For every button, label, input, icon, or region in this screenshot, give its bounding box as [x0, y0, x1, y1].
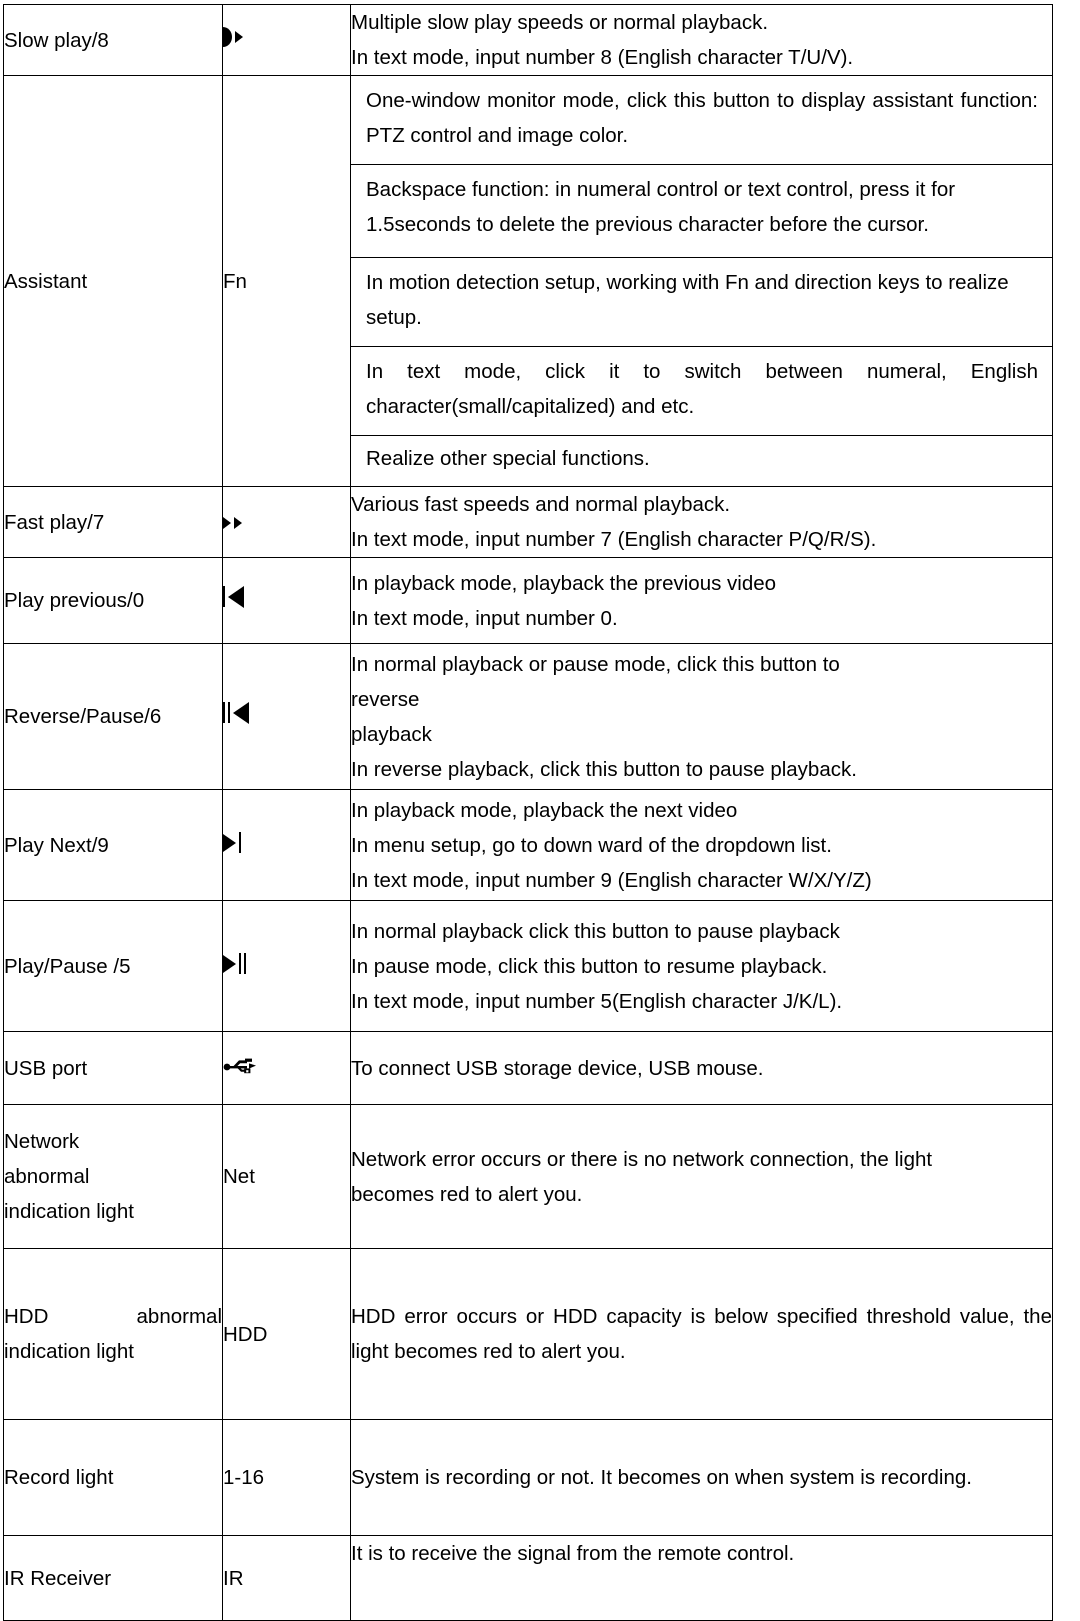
row-desc-assistant [351, 76, 1053, 487]
row-key-assistant: Fn [223, 76, 351, 487]
row-desc-fast-play [351, 487, 1053, 558]
table-row [4, 901, 1053, 1032]
row-key-ir-receiver: IR [223, 1536, 351, 1621]
desc-line: In text mode, input number 0. [351, 606, 618, 630]
front-panel-spec-table [3, 4, 1053, 1621]
desc-line: It is to receive the signal from the remote control. [351, 1542, 795, 1565]
row-key-record-light: 1-16 [223, 1420, 351, 1536]
row-desc-play-pause [351, 901, 1053, 1032]
row-desc-record-light [351, 1420, 1053, 1536]
row-name-record-light: Record light [4, 1420, 223, 1536]
desc-line: reverse [351, 687, 420, 711]
row-desc-slow-play [351, 5, 1053, 76]
row-desc-usb-port [351, 1032, 1053, 1105]
desc-line: playback [351, 722, 432, 746]
row-desc-play-next [351, 790, 1053, 901]
table-row [4, 1536, 1053, 1621]
row-key-hdd-abnormal-light: HDD [223, 1249, 351, 1420]
desc-line: To connect USB storage device, USB mouse. [351, 1056, 764, 1080]
slow-play-icon [223, 26, 243, 48]
row-key-slow-play [223, 5, 351, 76]
name-line: abnormal [4, 1165, 90, 1188]
fast-forward-icon [223, 512, 242, 534]
row-key-play-pause [223, 901, 351, 1032]
table-row [4, 1032, 1053, 1105]
assistant-text-mode-text: In text mode, click it to switch between numeral, English character(small/capitalized) and etc. [351, 347, 1052, 436]
row-desc-hdd-abnormal-light [351, 1249, 1053, 1420]
assistant-subrow-table [351, 76, 1052, 486]
list-item [351, 436, 1052, 487]
desc-line: In normal playback click this button to pause playback [351, 919, 840, 943]
name-line: Network [4, 1130, 80, 1153]
desc-line: In text mode, input number 9 (English character W/X/Y/Z) [351, 868, 872, 892]
row-key-play-previous [223, 558, 351, 644]
skip-next-icon [223, 832, 241, 854]
row-name-reverse-pause: Reverse/Pause/6 [4, 644, 223, 790]
name-line: indication light [4, 1200, 134, 1223]
table-row [4, 487, 1053, 558]
desc-line: System is recording or not. It becomes on when system is recording. [351, 1466, 972, 1489]
table-row [4, 558, 1053, 644]
table-row [4, 76, 1053, 487]
table-row [4, 5, 1053, 76]
desc-line: In text mode, input number 5(English character J/K/L). [351, 989, 843, 1013]
row-name-fast-play: Fast play/7 [4, 487, 223, 558]
table-row [4, 1105, 1053, 1249]
table-row [4, 790, 1053, 901]
row-desc-ir-receiver [351, 1536, 1053, 1621]
assistant-backspace-text: Backspace function: in numeral control or text control, press it for 1.5seconds to delete the previous character before the cursor. [366, 178, 956, 236]
list-item [351, 258, 1052, 347]
row-key-fast-play [223, 487, 351, 558]
desc-line: In menu setup, go to down ward of the dropdown list. [351, 833, 832, 857]
assistant-motion-detection-text: In motion detection setup, working with Fn and direction keys to realize setup. [351, 258, 1052, 347]
row-name-hdd-abnormal-light [4, 1249, 223, 1420]
usb-icon [223, 1054, 257, 1076]
row-desc-network-abnormal-light [351, 1105, 1053, 1249]
desc-line: In playback mode, playback the next video [351, 798, 738, 822]
desc-line: Network error occurs or there is no network connection, the light becomes red to alert you. [351, 1147, 933, 1206]
desc-line: In playback mode, playback the previous video [351, 571, 777, 595]
table-row [4, 644, 1053, 790]
table-row [4, 1249, 1053, 1420]
row-name-assistant: Assistant [4, 76, 223, 487]
assistant-other-text: Realize other special functions. [366, 447, 650, 470]
list-item [351, 76, 1052, 165]
row-name-play-pause: Play/Pause /5 [4, 901, 223, 1032]
row-name-slow-play: Slow play/8 [4, 5, 223, 76]
row-desc-play-previous [351, 558, 1053, 644]
assistant-backspace-cell [351, 165, 1052, 258]
desc-line: In normal playback or pause mode, click this button to [351, 652, 840, 676]
desc-line: In pause mode, click this button to resume playback. [351, 954, 828, 978]
desc-line: In text mode, input number 7 (English character P/Q/R/S). [351, 528, 877, 551]
skip-previous-icon [223, 586, 244, 608]
row-key-network-abnormal-light: Net [223, 1105, 351, 1249]
list-item [351, 347, 1052, 436]
row-name-play-next: Play Next/9 [4, 790, 223, 901]
row-key-reverse-pause [223, 644, 351, 790]
desc-line: In text mode, input number 8 (English character T/U/V). [351, 46, 854, 69]
row-name-play-previous: Play previous/0 [4, 558, 223, 644]
desc-line: Various fast speeds and normal playback. [351, 493, 731, 516]
desc-line: HDD error occurs or HDD capacity is below specified threshold value, the light becomes red to alert you. [351, 1305, 1052, 1363]
table-row [4, 1420, 1053, 1536]
desc-line: Multiple slow play speeds or normal playback. [351, 11, 769, 34]
assistant-one-window-text: One-window monitor mode, click this button to display assistant function: PTZ control and image color. [351, 76, 1052, 165]
row-desc-reverse-pause [351, 644, 1053, 790]
row-name-ir-receiver: IR Receiver [4, 1536, 223, 1621]
row-key-usb-port [223, 1032, 351, 1105]
play-pause-icon [223, 953, 246, 975]
row-name-usb-port: USB port [4, 1032, 223, 1105]
name-text: HDD abnormal indication light [4, 1305, 222, 1363]
reverse-pause-icon [223, 702, 249, 724]
row-key-play-next [223, 790, 351, 901]
row-name-network-abnormal-light [4, 1105, 223, 1249]
desc-line: In reverse playback, click this button to pause playback. [351, 757, 857, 781]
list-item [351, 165, 1052, 258]
